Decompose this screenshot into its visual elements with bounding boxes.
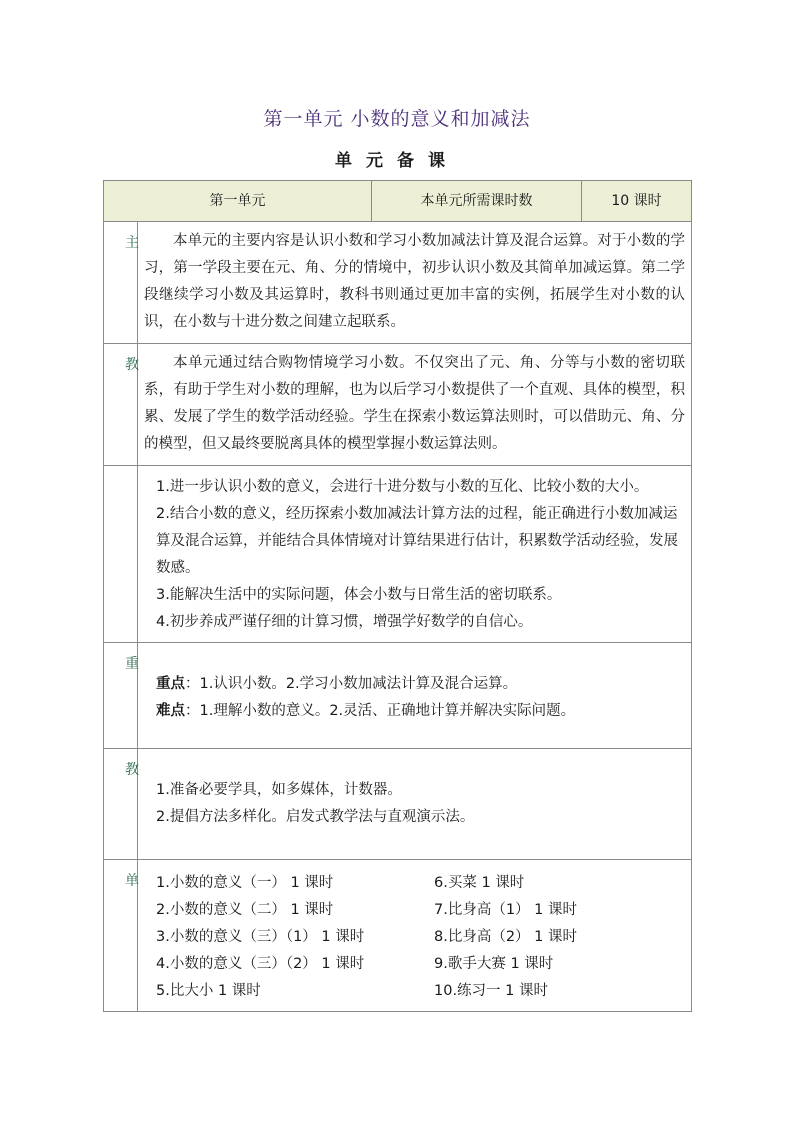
prep-list <box>138 749 692 860</box>
lesson-item: 8.比身高（2） 1 课时 <box>434 929 578 945</box>
prep-row <box>104 749 692 860</box>
unit-plan-table <box>103 180 692 1012</box>
lesson-row <box>156 924 685 951</box>
keypoints-label-cell <box>104 643 138 749</box>
difficulty-text: ：1.理解小数的意义。2.灵活、正确地计算并解决实际问题。 <box>185 703 576 719</box>
content-label: 主 <box>125 235 139 251</box>
lesson-item: 2.小数的意义（二） 1 课时 <box>156 902 334 918</box>
content-label-cell <box>104 222 138 344</box>
unit-name-cell: 第一单元 <box>104 181 372 222</box>
lesson-item: 9.歌手大赛 1 课时 <box>434 956 554 972</box>
schedule-label: 单 <box>125 873 139 889</box>
keypoints-label: 重 <box>125 656 139 672</box>
difficulty-line <box>156 698 685 725</box>
analysis-row <box>104 344 692 466</box>
lesson-row <box>156 870 685 897</box>
prep-item: 2.提倡方法多样化。启发式教学法与直观演示法。 <box>156 809 475 825</box>
lesson-item: 3.小数的意义（三）（1） 1 课时 <box>156 929 365 945</box>
lesson-schedule <box>138 860 692 1012</box>
keypoints-row <box>104 643 692 749</box>
lesson-item: 6.买菜 1 课时 <box>434 875 525 891</box>
key-point-text: ：1.认识小数。2.学习小数加减法计算及混合运算。 <box>185 676 518 692</box>
content-row <box>104 222 692 344</box>
analysis-text: 本单元通过结合购物情境学习小数。不仅突出了元、角、分等与小数的密切联系，有助于学生对小数的理解，也为以后学习小数提供了一个直观、具体的模型，积累、发展了学生的数学活动经验。学生在探索小数运算法则时，可以借助元、角、分的模型，但又最终要脱离具体的模型掌握小数运算法则。 <box>138 344 692 466</box>
lesson-row <box>156 897 685 924</box>
goal-item: 4.初步养成严谨仔细的计算习惯，增强学好数学的自信心。 <box>156 614 533 630</box>
lesson-row <box>156 978 685 1005</box>
goal-item: 1.进一步认识小数的意义，会进行十进分数与小数的互化、比较小数的大小。 <box>156 479 649 495</box>
hours-value-cell: 10 课时 <box>582 181 692 222</box>
content-text: 本单元的主要内容是认识小数和学习小数加减法计算及混合运算。对于小数的学习，第一学段主要在元、角、分的情境中，初步认识小数及其简单加减运算。第二学段继续学习小数及其运算时，教科书则通过更加丰富的实例，拓展学生对小数的认识，在小数与十进分数之间建立起联系。 <box>138 222 692 344</box>
lesson-item: 7.比身高（1） 1 课时 <box>434 902 578 918</box>
goal-item: 2.结合小数的意义，经历探索小数加减法计算方法的过程，能正确进行小数加减运算及混合运算，并能结合具体情境对计算结果进行估计，积累数学活动经验，发展数感。 <box>156 506 678 576</box>
lesson-item: 5.比大小 1 课时 <box>156 983 261 999</box>
goals-label-cell <box>104 466 138 643</box>
goals-list <box>138 466 692 643</box>
schedule-row <box>104 860 692 1012</box>
goals-row <box>104 466 692 643</box>
lesson-item: 1.小数的意义（一） 1 课时 <box>156 875 334 891</box>
table-header-row <box>104 181 692 222</box>
analysis-label: 教 <box>125 357 139 373</box>
prep-item: 1.准备必要学具，如多媒体，计数器。 <box>156 782 402 798</box>
keypoints-content <box>138 643 692 749</box>
hours-label-cell: 本单元所需课时数 <box>372 181 582 222</box>
lesson-item: 4.小数的意义（三）（2） 1 课时 <box>156 956 365 972</box>
difficulty-label: 难点 <box>156 703 185 719</box>
key-point-line <box>156 671 685 698</box>
lesson-row <box>156 951 685 978</box>
prep-label-cell <box>104 749 138 860</box>
prep-label: 教 <box>125 762 139 778</box>
analysis-label-cell <box>104 344 138 466</box>
page-subtitle: 单元备课 <box>335 151 459 171</box>
goal-item: 3.能解决生活中的实际问题，体会小数与日常生活的密切联系。 <box>156 587 562 603</box>
page-title: 第一单元 小数的意义和加减法 <box>263 108 531 130</box>
lesson-item: 10.练习一 1 课时 <box>434 983 549 999</box>
key-point-label: 重点 <box>156 676 185 692</box>
schedule-label-cell <box>104 860 138 1012</box>
